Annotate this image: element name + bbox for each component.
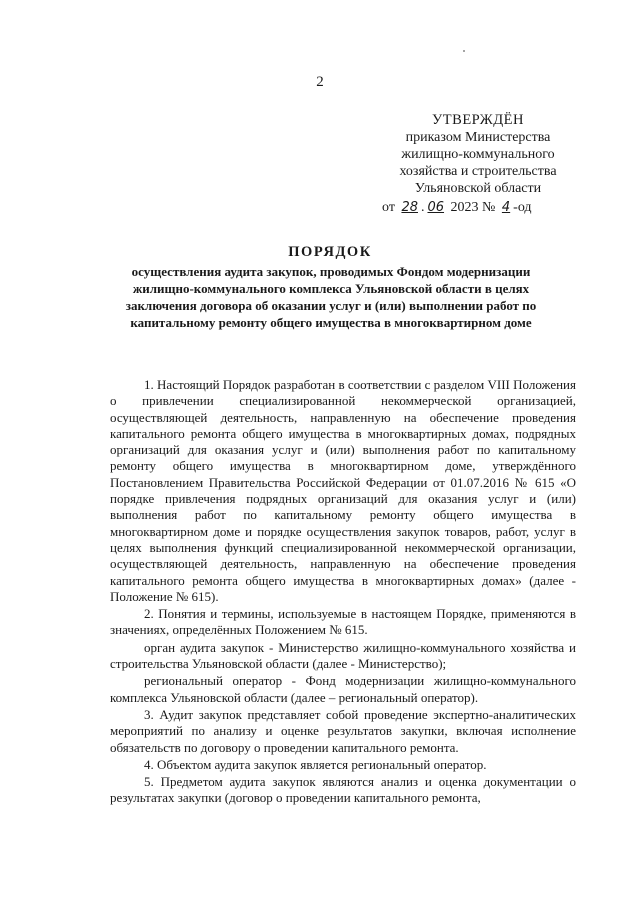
paragraph: региональный оператор - Фонд модернизации жилищно-коммунального комплекса Ульяновской области (далее – региональный оператор). <box>110 673 576 705</box>
paragraph: 2. Понятия и термины, используемые в настоящем Порядке, применяются в значениях, определённых Положением № 615. <box>110 606 576 638</box>
approval-line: приказом Министерства <box>405 130 551 145</box>
paragraph: 5. Предметом аудита закупок являются анализ и оценка документации о результатах закупки (договор о проведении капитального ремонта, <box>110 774 576 806</box>
date-year: 2023 № <box>450 200 496 215</box>
document-subtitle: осуществления аудита закупок, проводимых Фондом модернизации жилищно-коммунального комплекса Ульяновской области в целях заключения договора об оказании услуг и (или) выполнении работ по капитальному ремонту общего имущества в многоквартирном доме <box>125 264 537 330</box>
scan-speck <box>463 50 465 52</box>
document-body <box>110 377 576 808</box>
paragraph: 1. Настоящий Порядок разработан в соответствии с разделом VIII Положения о привлечении специализированной некоммерческой организацией, осуществляющей деятельность, направленную на обеспечение проведения капитального ремонта общего имущества в многоквартирных домах, подрядных организаций для оказания услуг и (или) выполнения работ по капитальному ремонту общего имущества в многоквартирном доме, утверждённого Постановлением Правительства Российской Федерации от 01.07.2016 № 615 «О порядке привлечения подрядных организаций для оказания услуг и (или) выполнения работ по капитальному ремонту общего имущества в многоквартирном доме и порядке осуществления закупок товаров, работ, услуг в целях выполнения функций специализированной некоммерческой организации, осуществляющей деятельность, направленную на обеспечение проведения капитального ремонта общего имущества в многоквартирных домах» (далее - Положение № 615). <box>110 377 576 604</box>
handwritten-order-number: 4 <box>501 200 511 215</box>
date-suffix: -од <box>513 200 532 215</box>
paragraph: 4. Объектом аудита закупок является региональный оператор. <box>144 756 487 772</box>
approval-line: Ульяновской области <box>414 181 542 196</box>
approval-line: жилищно-коммунального <box>401 147 555 162</box>
approval-heading: УТВЕРЖДЁН <box>432 112 524 128</box>
handwritten-month: 06 <box>427 200 445 215</box>
handwritten-day: 28 <box>401 200 418 215</box>
page-number: 2 <box>316 74 324 90</box>
paragraph: 3. Аудит закупок представляет собой проведение экспертно-аналитических мероприятий по анализу и оценке результатов закупки, включая исполнение обязательств по договору о проведении капитального ремонта. <box>110 706 576 755</box>
paragraph: орган аудита закупок - Министерство жилищно-коммунального хозяйства и строительства Ульяновской области (далее - Министерство); <box>110 639 576 672</box>
date-prefix: от <box>382 200 395 215</box>
approval-stamp <box>378 112 578 197</box>
approval-line: хозяйства и строительства <box>399 164 557 179</box>
order-date-line: от 28 . 06 2023 № 4 -од <box>382 200 532 215</box>
document-title: ПОРЯДОК <box>288 244 372 260</box>
